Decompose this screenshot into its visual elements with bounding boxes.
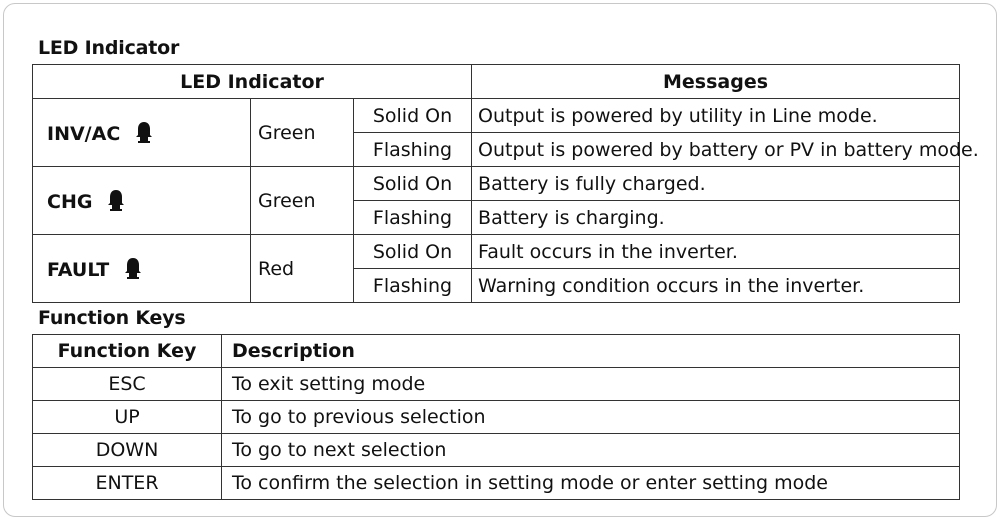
- led-message-cell: Battery is fully charged.: [472, 167, 960, 201]
- led-color-cell: Green: [251, 167, 354, 235]
- function-key-cell: ESC: [33, 368, 222, 401]
- table-row: [33, 235, 960, 269]
- led-message-cell: Warning condition occurs in the inverter.: [472, 269, 960, 303]
- function-key-cell: ENTER: [33, 467, 222, 500]
- function-key-cell: DOWN: [33, 434, 222, 467]
- led-state-cell: Flashing: [354, 133, 472, 167]
- led-name-cell: [33, 235, 251, 303]
- led-name-fault: FAULT: [47, 258, 110, 281]
- led-table-header-row: [33, 65, 960, 99]
- led-message-cell: Output is powered by battery or PV in battery mode.: [472, 133, 960, 167]
- table-row: [33, 368, 960, 401]
- led-color-cell: Red: [251, 235, 354, 303]
- table-row: [33, 467, 960, 500]
- function-keys-heading: Function Keys: [38, 307, 186, 329]
- led-name-chg: CHG: [47, 190, 93, 213]
- led-name-cell: [33, 167, 251, 235]
- led-indicator-column-header: LED Indicator: [33, 65, 472, 99]
- function-key-cell: UP: [33, 401, 222, 434]
- led-message-cell: Output is powered by utility in Line mode.: [472, 99, 960, 133]
- description-column-header: Description: [222, 335, 960, 368]
- led-state-cell: Flashing: [354, 201, 472, 235]
- led-indicator-table: [32, 64, 979, 303]
- description-cell: To go to previous selection: [222, 401, 960, 434]
- function-key-column-header: Function Key: [33, 335, 222, 368]
- led-bell-icon: [123, 257, 143, 279]
- led-state-cell: Solid On: [354, 167, 472, 201]
- led-state-cell: Solid On: [354, 99, 472, 133]
- table-row: [33, 99, 960, 133]
- fk-table-header-row: [33, 335, 960, 368]
- table-row: [33, 434, 960, 467]
- table-row: [33, 401, 960, 434]
- function-keys-table: [32, 334, 960, 500]
- description-cell: To go to next selection: [222, 434, 960, 467]
- description-cell: To exit setting mode: [222, 368, 960, 401]
- led-message-cell: Fault occurs in the inverter.: [472, 235, 960, 269]
- led-color-cell: Green: [251, 99, 354, 167]
- led-name-cell: [33, 99, 251, 167]
- led-state-cell: Flashing: [354, 269, 472, 303]
- messages-column-header: Messages: [472, 65, 960, 99]
- led-bell-icon: [106, 189, 126, 211]
- led-bell-icon: [134, 121, 154, 143]
- led-message-cell: Battery is charging.: [472, 201, 960, 235]
- led-name-inv-ac: INV/AC: [47, 122, 121, 145]
- led-state-cell: Solid On: [354, 235, 472, 269]
- led-indicator-heading: LED Indicator: [38, 37, 180, 59]
- description-cell: To confirm the selection in setting mode or enter setting mode: [222, 467, 960, 500]
- table-row: [33, 167, 960, 201]
